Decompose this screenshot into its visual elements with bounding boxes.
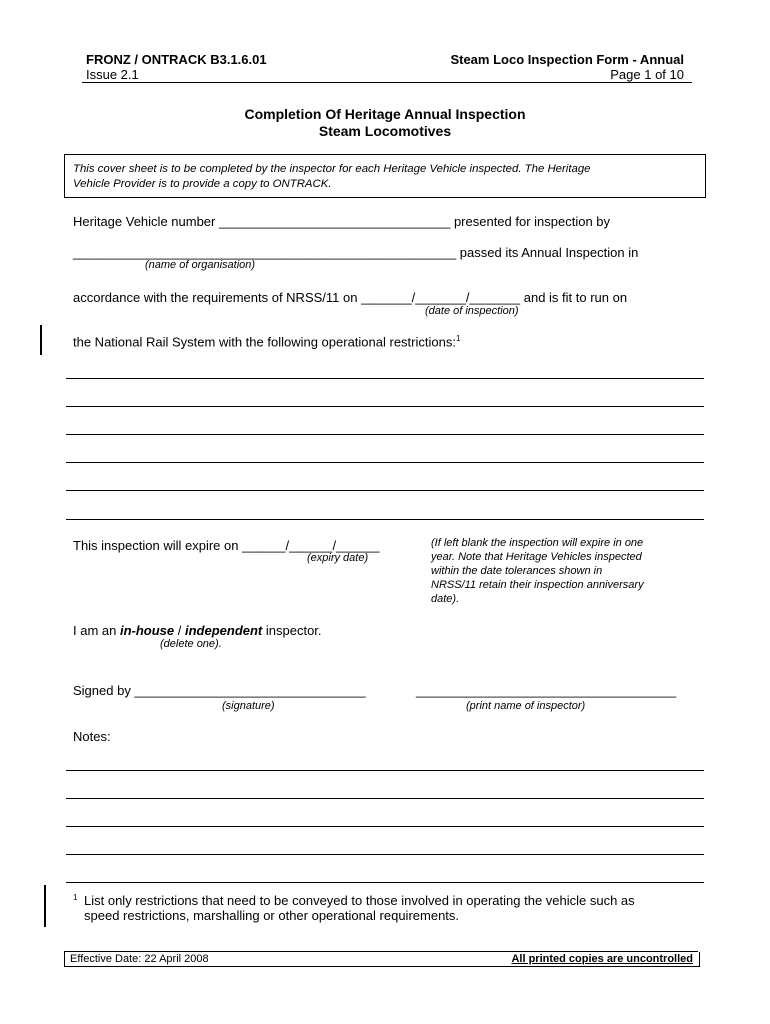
restrictions-text: the National Rail System with the following operational restrictions: (73, 334, 456, 350)
issue-number: Issue 2.1 (86, 67, 139, 82)
inspector-prefix: I am an (73, 623, 120, 638)
restriction-writing-line (66, 462, 704, 463)
delete-one-caption: (delete one). (160, 638, 222, 650)
notes-writing-line (66, 826, 704, 827)
change-bar (40, 325, 42, 355)
notes-writing-line (66, 798, 704, 799)
effective-date: Effective Date: 22 April 2008 (70, 953, 209, 965)
print-name-line[interactable]: ____________________________________ (416, 683, 677, 698)
form-title: Steam Loco Inspection Form - Annual (450, 52, 684, 67)
in-house-option[interactable]: in-house (119, 623, 175, 638)
cover-note-box (64, 154, 706, 198)
expiry-note (431, 536, 644, 606)
footnote-marker: 1 (73, 893, 78, 902)
header-rule (82, 82, 692, 83)
restriction-writing-line (66, 434, 704, 435)
expiry-date-caption: (expiry date) (307, 552, 369, 564)
print-name-caption: (print name of inspector) (466, 700, 586, 712)
footer-box (64, 952, 700, 967)
page-subtitle: Steam Locomotives (318, 123, 452, 139)
footnote-ref: 1 (455, 334, 461, 343)
inspector-suffix: inspector. (262, 623, 322, 638)
independent-option[interactable]: independent (184, 623, 263, 638)
inspection-date-caption: (date of inspection) (425, 305, 519, 317)
restriction-writing-line (66, 519, 704, 520)
restrictions-line (73, 334, 460, 349)
expiry-note-line-2: year. Note that Heritage Vehicles inspected (431, 551, 642, 563)
organisation-line: _____________________________________________________ passed its Annual Inspection in (73, 245, 639, 260)
restriction-writing-line (66, 378, 704, 379)
expiry-note-line-4: NRSS/11 retain their inspection anniversary (431, 579, 644, 591)
doc-code: FRONZ / ONTRACK B3.1.6.01 (86, 52, 267, 67)
notes-writing-line (66, 854, 704, 855)
restriction-writing-line (66, 490, 704, 491)
footnote-line-2: speed restrictions, marshalling or other operational requirements. (84, 908, 460, 923)
notes-writing-line (66, 770, 704, 771)
inspector-type-line (73, 623, 322, 638)
option-separator: / (174, 623, 185, 638)
notes-label: Notes: (73, 729, 111, 744)
footnote-line-1: List only restrictions that need to be conveyed to those involved in operating the vehicle such as (84, 893, 635, 908)
change-bar (44, 885, 46, 927)
page-title: Completion Of Heritage Annual Inspection (244, 106, 526, 122)
expiry-note-line-3: within the date tolerances shown in (431, 565, 603, 577)
page-number: Page 1 of 10 (610, 67, 684, 82)
notes-writing-line (66, 882, 704, 883)
organisation-caption: (name of organisation) (145, 259, 256, 271)
signature-line[interactable]: Signed by ________________________________ (73, 683, 366, 698)
signature-caption: (signature) (222, 700, 275, 712)
uncontrolled-notice: All printed copies are uncontrolled (511, 953, 693, 965)
cover-note-line-1: This cover sheet is to be completed by the inspector for each Heritage Vehicle inspected. The Heritage (73, 163, 591, 175)
expiry-line: This inspection will expire on ______/______/______ (73, 538, 380, 553)
accordance-line: accordance with the requirements of NRSS/11 on _______/_______/_______ and is fit to run on (73, 290, 628, 305)
restriction-writing-line (66, 406, 704, 407)
expiry-note-line-5: date). (431, 593, 460, 605)
expiry-note-line-1: (If left blank the inspection will expire in one (431, 537, 644, 549)
vehicle-number-line: Heritage Vehicle number ________________________________ presented for inspection by (73, 214, 611, 229)
cover-note-line-2: Vehicle Provider is to provide a copy to ONTRACK. (73, 178, 332, 190)
